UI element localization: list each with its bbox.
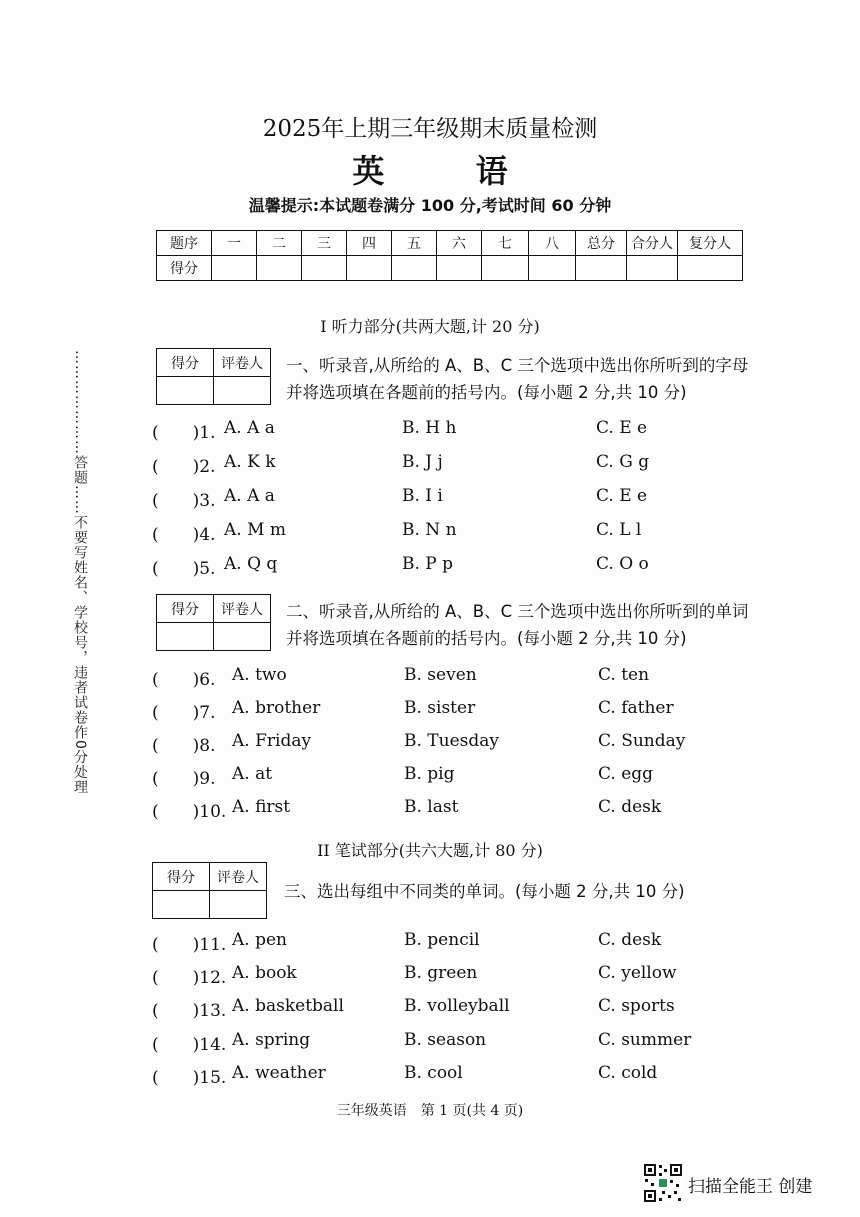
score-table-score-row — [157, 256, 743, 281]
question-number: ( )15. — [152, 1068, 227, 1088]
score-header-cell: 二 — [257, 231, 302, 256]
option-b: B. volleyball — [404, 996, 510, 1016]
option-a: A. brother — [232, 698, 321, 718]
option-a: A. first — [232, 797, 291, 817]
option-a: A. spring — [232, 1030, 311, 1050]
option-b: B. H h — [402, 418, 457, 438]
option-a: A. two — [232, 665, 287, 685]
grader-box-label: 评卷人 — [214, 595, 271, 623]
section-score-box — [156, 348, 271, 405]
part-heading-written: II 笔试部分(共六大题,计 80 分) — [317, 841, 543, 860]
score-cell[interactable] — [678, 256, 743, 281]
option-b: B. pig — [404, 764, 455, 784]
option-b: B. season — [404, 1030, 487, 1050]
exam-tip: 温馨提示:本试题卷满分 100 分,考试时间 60 分钟 — [248, 196, 612, 215]
question-number: ( )8. — [152, 736, 216, 756]
score-cell[interactable] — [212, 256, 257, 281]
option-c: C. sports — [598, 996, 675, 1016]
option-c: C. O o — [596, 554, 649, 574]
score-header-cell: 六 — [437, 231, 482, 256]
score-cell[interactable] — [529, 256, 576, 281]
option-a: A. pen — [232, 930, 287, 950]
option-c: C. egg — [598, 764, 654, 784]
option-b: B. seven — [404, 665, 477, 685]
section-score-box — [156, 594, 271, 651]
question-number: ( )11. — [152, 935, 227, 955]
score-table-header-row — [157, 231, 743, 256]
score-box-label: 得分 — [157, 349, 214, 377]
score-cell[interactable] — [302, 256, 347, 281]
score-row-label: 得分 — [157, 256, 212, 281]
exam-title: 2025年上期三年级期末质量检测 — [262, 116, 598, 142]
score-header-cell: 一 — [212, 231, 257, 256]
score-cell[interactable] — [392, 256, 437, 281]
option-b: B. Tuesday — [404, 731, 499, 751]
score-header-cell: 复分人 — [678, 231, 743, 256]
option-a: A. A a — [224, 486, 275, 506]
option-a: A. at — [232, 764, 273, 784]
score-header-cell: 八 — [529, 231, 576, 256]
option-c: C. yellow — [598, 963, 677, 983]
score-header-cell: 合分人 — [627, 231, 678, 256]
section-2-line1: 二、听录音,从所给的 A、B、C 三个选项中选出你所听到的单词 — [286, 602, 749, 621]
question-number: ( )9. — [152, 769, 216, 789]
option-a: A. book — [232, 963, 297, 983]
option-a: A. A a — [224, 418, 275, 438]
option-a: A. Friday — [232, 731, 312, 751]
option-c: C. G g — [596, 452, 650, 472]
side-note: …………………答题……不要写姓名、学校号，违者试卷作0分处理 — [72, 350, 88, 795]
question-number: ( )7. — [152, 703, 216, 723]
option-b: B. cool — [404, 1063, 463, 1083]
option-c: C. summer — [598, 1030, 692, 1050]
score-cell[interactable] — [347, 256, 392, 281]
question-number: ( )14. — [152, 1035, 227, 1055]
option-a: A. M m — [224, 520, 287, 540]
option-b: B. last — [404, 797, 459, 817]
score-header-cell: 五 — [392, 231, 437, 256]
grader-box-cell[interactable] — [214, 623, 271, 651]
option-b: B. sister — [404, 698, 476, 718]
question-number: ( )3. — [152, 491, 216, 511]
option-b: B. N n — [402, 520, 457, 540]
option-c: C. desk — [598, 797, 662, 817]
option-c: C. father — [598, 698, 674, 718]
score-cell[interactable] — [627, 256, 678, 281]
score-box-cell[interactable] — [157, 377, 214, 405]
score-header-cell: 四 — [347, 231, 392, 256]
score-cell[interactable] — [576, 256, 627, 281]
section-1-line1: 一、听录音,从所给的 A、B、C 三个选项中选出你所听到的字母 — [286, 356, 749, 375]
score-box-cell[interactable] — [153, 891, 210, 919]
section-1-instruction — [286, 352, 748, 406]
question-number: ( )5. — [152, 559, 216, 579]
grader-box-cell[interactable] — [210, 891, 267, 919]
qr-code-icon — [643, 1163, 683, 1203]
option-c: C. desk — [598, 930, 662, 950]
option-c: C. Sunday — [598, 731, 686, 751]
grader-box-label: 评卷人 — [210, 863, 267, 891]
score-header-cell: 题序 — [157, 231, 212, 256]
score-box-label: 得分 — [157, 595, 214, 623]
option-c: C. E e — [596, 418, 648, 438]
question-number: ( )10. — [152, 802, 227, 822]
question-number: ( )4. — [152, 525, 216, 545]
page-footer: 三年级英语 第 1 页(共 4 页) — [336, 1103, 524, 1119]
question-number: ( )6. — [152, 670, 216, 690]
score-cell[interactable] — [437, 256, 482, 281]
option-b: B. P p — [402, 554, 454, 574]
score-cell[interactable] — [257, 256, 302, 281]
section-3-instruction: 三、选出每组中不同类的单词。(每小题 2 分,共 10 分) — [284, 882, 685, 901]
grader-box-label: 评卷人 — [214, 349, 271, 377]
section-2-line2: 并将选项填在各题前的括号内。(每小题 2 分,共 10 分) — [286, 629, 687, 648]
option-a: A. K k — [224, 452, 276, 472]
option-a: A. weather — [232, 1063, 326, 1083]
section-2-instruction — [286, 598, 748, 652]
scanner-brand: 扫描全能王 创建 — [688, 1177, 813, 1197]
grader-box-cell[interactable] — [214, 377, 271, 405]
part-heading-listening: I 听力部分(共两大题,计 20 分) — [320, 317, 540, 336]
subject-title: 英 语 — [352, 152, 548, 190]
section-score-box — [152, 862, 267, 919]
option-c: C. ten — [598, 665, 650, 685]
score-box-cell[interactable] — [157, 623, 214, 651]
score-box-label: 得分 — [153, 863, 210, 891]
option-b: B. I i — [402, 486, 443, 506]
question-number: ( )12. — [152, 968, 227, 988]
option-b: B. green — [404, 963, 478, 983]
option-a: A. basketball — [232, 996, 344, 1016]
score-header-cell: 总分 — [576, 231, 627, 256]
score-header-cell: 三 — [302, 231, 347, 256]
option-c: C. cold — [598, 1063, 658, 1083]
question-number: ( )2. — [152, 457, 216, 477]
section-1-line2: 并将选项填在各题前的括号内。(每小题 2 分,共 10 分) — [286, 383, 687, 402]
option-b: B. pencil — [404, 930, 480, 950]
score-table — [156, 230, 743, 281]
question-number: ( )13. — [152, 1001, 227, 1021]
option-b: B. J j — [402, 452, 443, 472]
option-c: C. L l — [596, 520, 642, 540]
question-number: ( )1. — [152, 423, 216, 443]
score-header-cell: 七 — [482, 231, 529, 256]
option-a: A. Q q — [224, 554, 278, 574]
option-c: C. E e — [596, 486, 648, 506]
score-cell[interactable] — [482, 256, 529, 281]
